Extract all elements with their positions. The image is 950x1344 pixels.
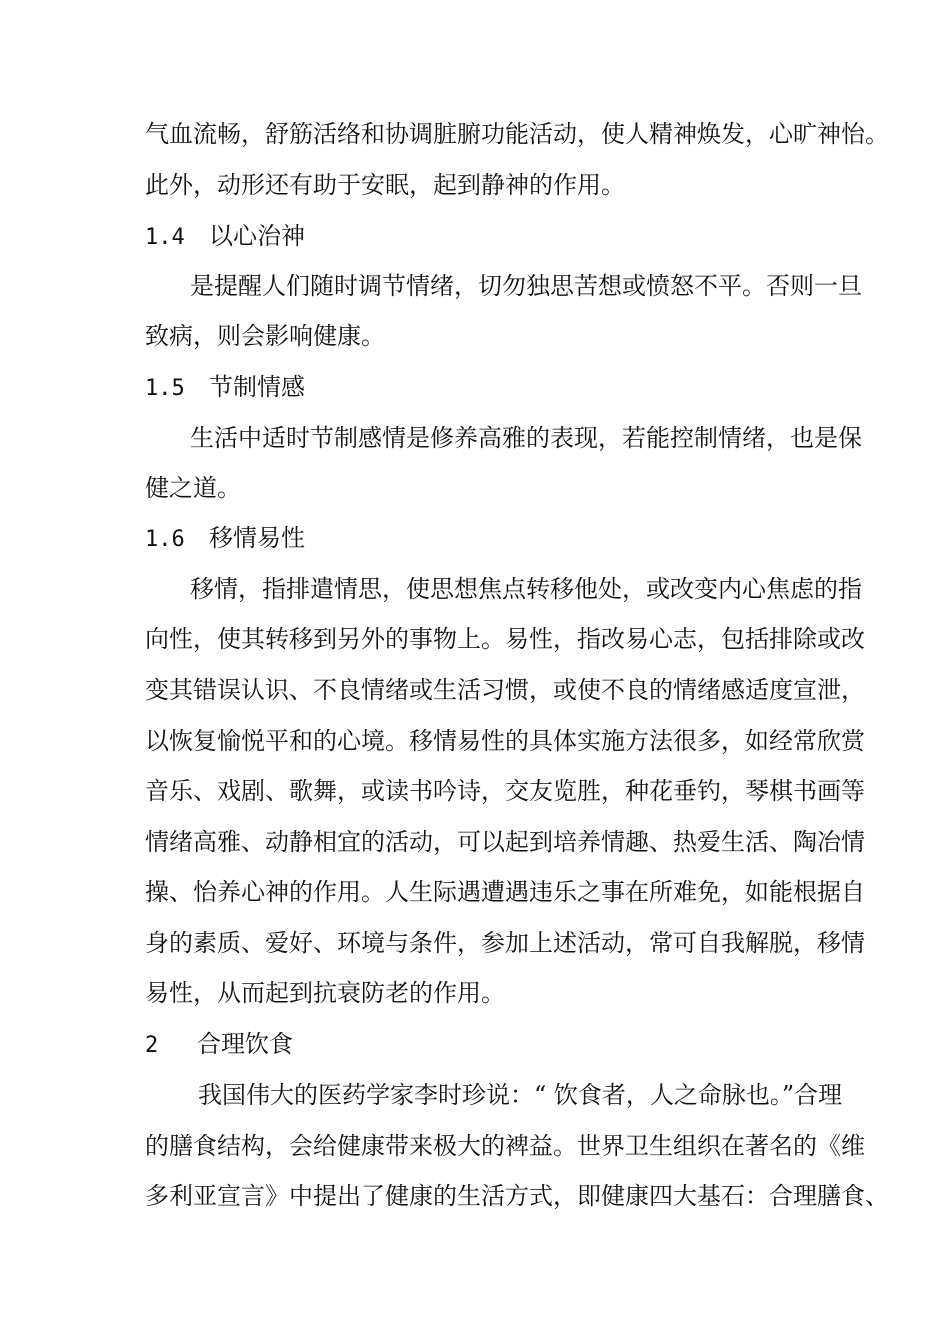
paragraph-line: 身的素质、爱好、环境与条件，参加上述活动，常可自我解脱，移情 [145,929,865,957]
paragraph-line: 以恢复愉悦平和的心境。移情易性的具体实施方法很多，如经常欣赏 [145,727,865,755]
paragraph-line: 是提醒人们随时调节情绪，切勿独思苦想或愤怒不平。否则一旦 [190,272,862,300]
section-number: 2 [145,1033,159,1058]
section-title: 移情易性 [209,524,305,552]
section-number: 1.6 [145,527,185,552]
paragraph-line: 音乐、戏剧、歌舞，或读书吟诗，交友览胜，种花垂钓，琴棋书画等 [145,777,865,805]
section-number: 1.4 [145,225,185,250]
section-title: 节制情感 [209,373,305,401]
paragraph-line: 多利亚宣言》中提出了健康的生活方式，即健康四大基石：合理膳食、 [145,1182,889,1210]
section-heading-2 [145,1029,805,1061]
paragraph-line: 此外，动形还有助于安眠，起到静神的作用。 [145,171,625,199]
paragraph-line: 的膳食结构，会给健康带来极大的裨益。世界卫生组织在著名的《维 [145,1132,865,1160]
section-heading-1-6 [145,523,805,555]
section-heading-1-5 [145,372,805,404]
section-title: 以心治神 [209,222,305,250]
paragraph-line: 致病，则会影响健康。 [145,322,385,350]
section-title: 合理饮食 [197,1030,293,1058]
paragraph-line: 健之道。 [145,474,241,502]
paragraph-line: 易性，从而起到抗衰防老的作用。 [145,979,505,1007]
paragraph-line: 生活中适时节制感情是修养高雅的表现，若能控制情绪，也是保 [190,424,862,452]
section-number: 1.5 [145,376,185,401]
paragraph-line: 变其错误认识、不良情绪或生活习惯，或使不良的情绪感适度宣泄， [145,676,865,704]
paragraph-line: 向性，使其转移到另外的事物上。易性，指改易心志，包括排除或改 [145,625,865,653]
paragraph-line: 情绪高雅、动静相宜的活动，可以起到培养情趣、热爱生活、陶冶情 [145,828,865,856]
section-heading-1-4 [145,221,805,253]
paragraph-line: 气血流畅，舒筋活络和协调脏腑功能活动，使人精神焕发，心旷神怡。 [145,120,889,148]
paragraph-line: 我国伟大的医药学家李时珍说：“ 饮食者，人之命脉也。”合理 [198,1081,843,1109]
paragraph-line: 移情，指排遣情思，使思想焦点转移他处，或改变内心焦虑的指 [190,575,862,603]
paragraph-line: 操、怡养心神的作用。人生际遇遭遇违乐之事在所难免，如能根据自 [145,878,865,906]
